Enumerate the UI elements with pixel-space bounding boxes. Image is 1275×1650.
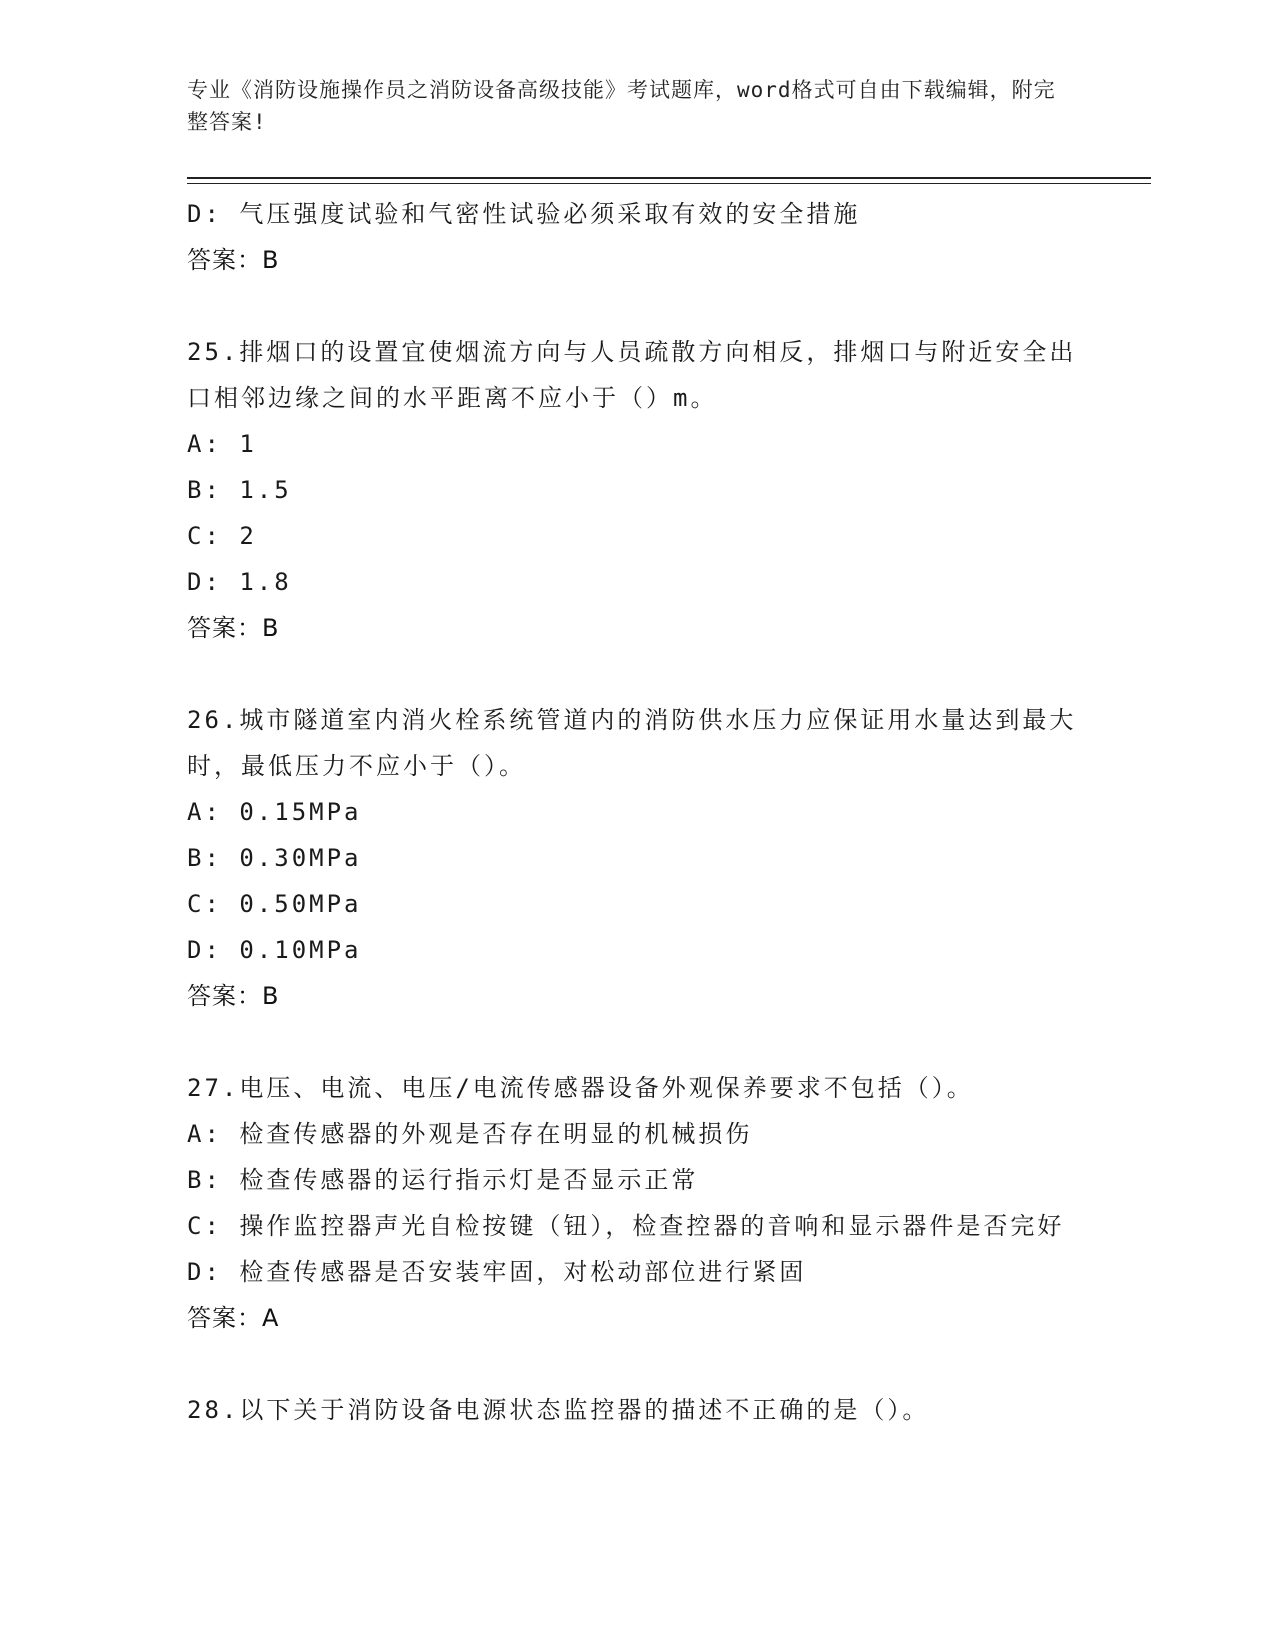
option-b: B: 0.30MPa — [187, 844, 362, 872]
option-a: A: 1 — [187, 430, 257, 458]
question-stem: 27.电压、电流、电压/电流传感器设备外观保养要求不包括（）。 — [187, 1074, 974, 1102]
option-d: D: 气压强度试验和气密性试验必须采取有效的安全措施 — [187, 200, 861, 228]
page-header: 专业《消防设施操作员之消防设备高级技能》考试题库，word格式可自由下载编辑，附完整答案! — [187, 78, 1056, 134]
option-d: D: 检查传感器是否安装牢固，对松动部位进行紧固 — [187, 1258, 807, 1286]
answer-line: 答案：A — [187, 1304, 280, 1332]
spacer — [187, 1341, 1087, 1387]
option-c: C: 2 — [187, 522, 257, 550]
header-rule-thin — [187, 183, 1151, 184]
spacer — [187, 651, 1087, 697]
spacer — [187, 1019, 1087, 1065]
answer-line: 答案：B — [187, 246, 280, 274]
question-26 — [187, 697, 1087, 1019]
question-25 — [187, 329, 1087, 651]
question-stem: 26.城市隧道室内消火栓系统管道内的消防供水压力应保证用水量达到最大时，最低压力不应小于（）。 — [187, 706, 1077, 780]
answer-line: 答案：B — [187, 614, 280, 642]
option-b: B: 检查传感器的运行指示灯是否显示正常 — [187, 1166, 699, 1194]
option-d: D: 1.8 — [187, 568, 292, 596]
option-c: C: 操作监控器声光自检按键（钮），检查控器的音响和显示器件是否完好 — [187, 1212, 1065, 1240]
question-stem: 28.以下关于消防设备电源状态监控器的描述不正确的是（）。 — [187, 1396, 930, 1424]
option-c: C: 0.50MPa — [187, 890, 362, 918]
prev-question-tail — [187, 191, 1087, 283]
spacer — [187, 283, 1087, 329]
answer-line: 答案：B — [187, 982, 280, 1010]
document-body — [187, 191, 1087, 1433]
question-28 — [187, 1387, 1087, 1433]
option-a: A: 检查传感器的外观是否存在明显的机械损伤 — [187, 1120, 753, 1148]
question-27 — [187, 1065, 1087, 1341]
header-rule-thick — [187, 177, 1151, 179]
option-d: D: 0.10MPa — [187, 936, 362, 964]
option-b: B: 1.5 — [187, 476, 292, 504]
question-stem: 25.排烟口的设置宜使烟流方向与人员疏散方向相反，排烟口与附近安全出口相邻边缘之间的水平距离不应小于（）m。 — [187, 338, 1077, 412]
option-a: A: 0.15MPa — [187, 798, 362, 826]
